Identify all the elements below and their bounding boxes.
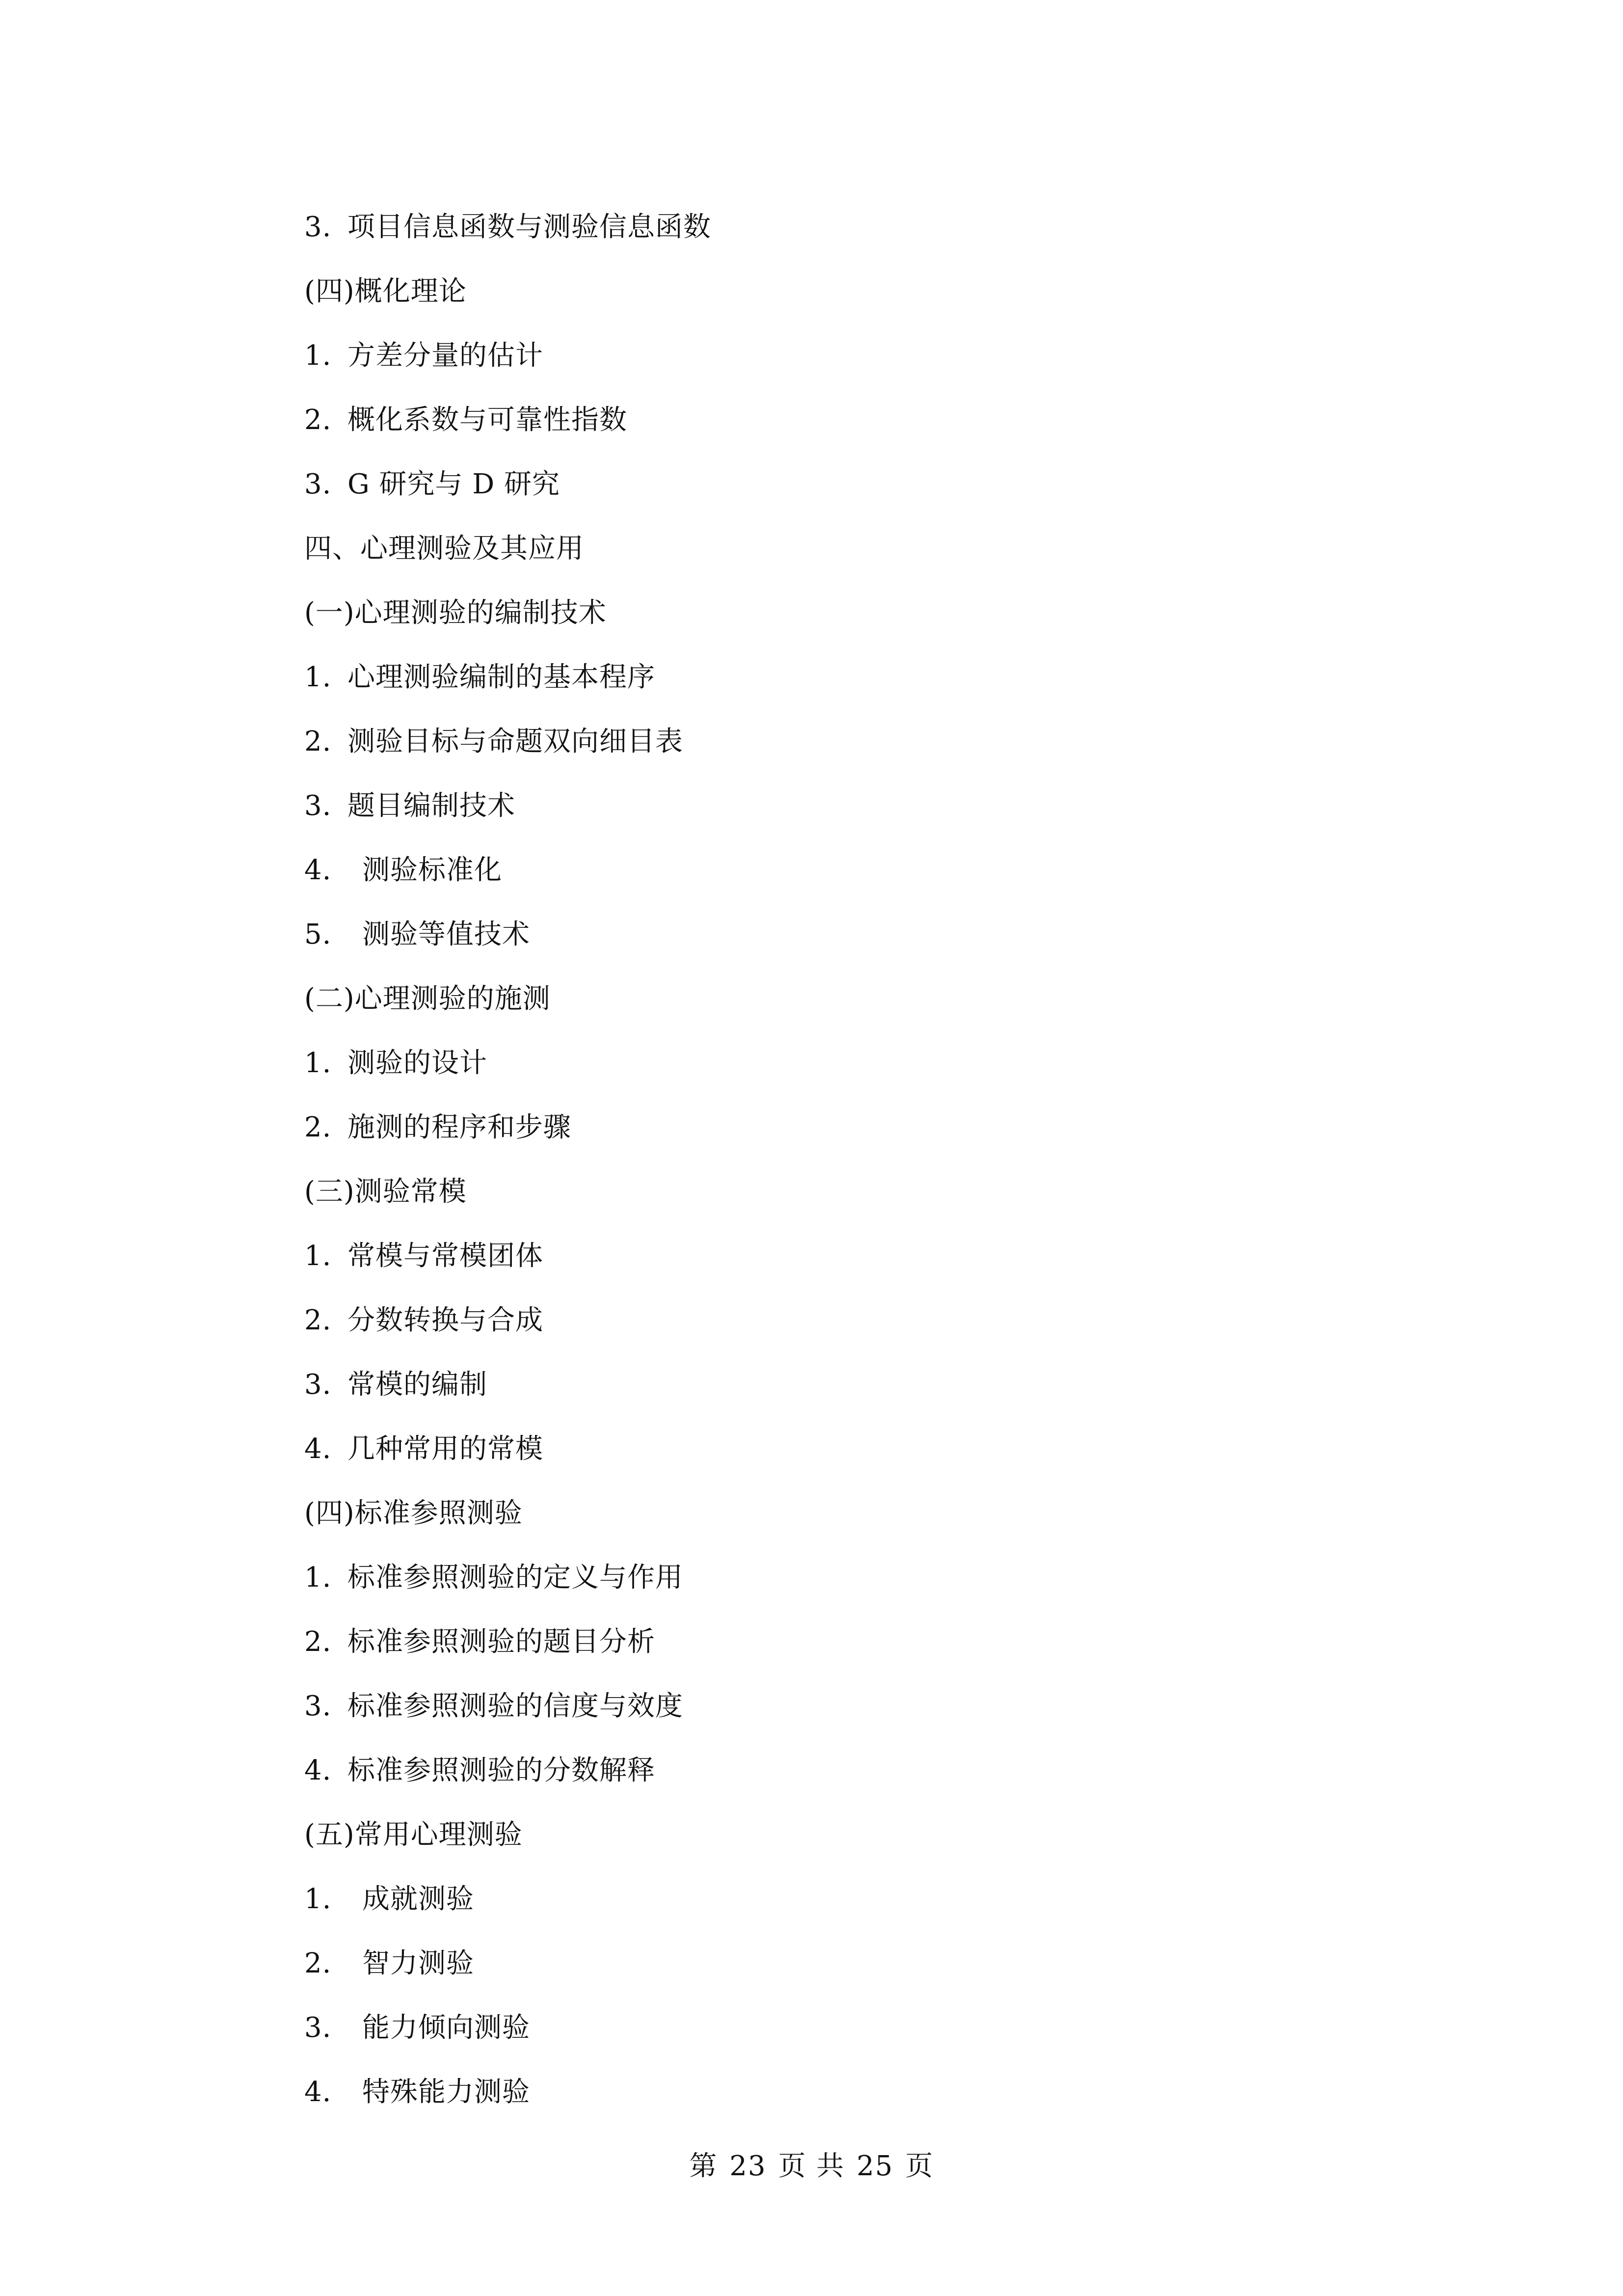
item-number: 5.	[304, 918, 332, 950]
item-text: (五)常用心理测验	[304, 1819, 523, 1851]
outline-item	[304, 1754, 1384, 1818]
outline-item	[304, 725, 1384, 789]
item-number: 1.	[304, 1562, 332, 1594]
item-text: G 研究与 D 研究	[347, 468, 560, 500]
outline-item	[304, 2075, 1384, 2139]
item-text: 标准参照测验的信度与效度	[347, 1690, 683, 1722]
item-number: 1.	[304, 661, 332, 693]
item-text: 施测的程序和步骤	[347, 1111, 571, 1143]
outline-item	[304, 1882, 1384, 1946]
item-number: 3.	[304, 1369, 332, 1401]
item-number: 2.	[304, 1304, 332, 1336]
item-text: 常模与常模团体	[347, 1240, 543, 1272]
item-number: 1.	[304, 340, 332, 372]
item-text: 标准参照测验的分数解释	[347, 1755, 655, 1786]
item-number: 4.	[304, 1755, 332, 1786]
item-number: 1.	[304, 1240, 332, 1272]
item-text: (三)测验常模	[304, 1176, 467, 1208]
item-text: (一)心理测验的编制技术	[304, 597, 607, 629]
outline-item	[304, 1303, 1384, 1368]
total-page-number: 25	[856, 2150, 894, 2182]
item-number: 4.	[304, 854, 332, 886]
item-text: 常模的编制	[347, 1369, 487, 1401]
footer-suffix: 页	[905, 2150, 934, 2182]
item-text: 几种常用的常模	[347, 1433, 543, 1465]
footer-prefix: 第	[689, 2150, 718, 2182]
outline-heading	[304, 982, 1384, 1046]
item-number: 3.	[304, 2012, 332, 2044]
outline-item	[304, 918, 1384, 982]
item-text: 特殊能力测验	[362, 2076, 530, 2108]
outline-item	[304, 467, 1384, 532]
item-text: 测验目标与命题双向细目表	[347, 726, 683, 757]
item-text: 标准参照测验的定义与作用	[347, 1562, 683, 1594]
document-body	[304, 210, 1384, 2139]
item-number: 2.	[304, 1111, 332, 1143]
item-text: 四、心理测验及其应用	[304, 533, 584, 565]
item-number: 2.	[304, 404, 332, 436]
item-text: 测验等值技术	[362, 918, 530, 950]
outline-item	[304, 210, 1384, 274]
item-number: 4.	[304, 2076, 332, 2108]
item-text: 测验的设计	[347, 1047, 487, 1079]
item-number: 4.	[304, 1433, 332, 1465]
item-number: 3.	[304, 1690, 332, 1722]
item-number: 1.	[304, 1047, 332, 1079]
outline-item	[304, 1239, 1384, 1303]
item-number: 2.	[304, 726, 332, 757]
outline-item	[304, 660, 1384, 725]
outline-heading	[304, 274, 1384, 339]
footer-middle: 页 共	[778, 2150, 845, 2182]
item-text: 标准参照测验的题目分析	[347, 1626, 655, 1658]
item-number: 2.	[304, 1947, 332, 1979]
item-text: 测验标准化	[362, 854, 502, 886]
item-number: 1.	[304, 1883, 332, 1915]
outline-item	[304, 1046, 1384, 1110]
outline-heading	[304, 1175, 1384, 1239]
item-number: 2.	[304, 1626, 332, 1658]
outline-item	[304, 403, 1384, 467]
outline-item	[304, 853, 1384, 918]
outline-item	[304, 1946, 1384, 2011]
outline-item	[304, 1625, 1384, 1689]
item-text: 成就测验	[362, 1883, 474, 1915]
item-text: 概化系数与可靠性指数	[347, 404, 627, 436]
outline-heading	[304, 1496, 1384, 1561]
item-text: 题目编制技术	[347, 790, 515, 822]
item-text: (四)标准参照测验	[304, 1497, 523, 1529]
outline-item	[304, 1561, 1384, 1625]
item-text: 能力倾向测验	[362, 2012, 530, 2044]
item-text: 心理测验编制的基本程序	[347, 661, 655, 693]
outline-heading	[304, 596, 1384, 660]
item-number: 3.	[304, 211, 332, 243]
outline-heading	[304, 532, 1384, 596]
item-text: 方差分量的估计	[347, 340, 543, 372]
item-text: 项目信息函数与测验信息函数	[347, 211, 711, 243]
item-text: 智力测验	[362, 1947, 474, 1979]
outline-item	[304, 1368, 1384, 1432]
item-number: 3.	[304, 468, 332, 500]
outline-item	[304, 339, 1384, 403]
outline-item	[304, 1689, 1384, 1754]
item-number: 3.	[304, 790, 332, 822]
outline-item	[304, 2011, 1384, 2075]
outline-item	[304, 1432, 1384, 1496]
page-footer	[0, 2149, 1623, 2184]
outline-item	[304, 789, 1384, 853]
outline-item	[304, 1110, 1384, 1175]
outline-heading	[304, 1818, 1384, 1882]
current-page-number: 23	[729, 2150, 767, 2182]
item-text: (四)概化理论	[304, 275, 467, 307]
item-text: 分数转换与合成	[347, 1304, 543, 1336]
item-text: (二)心理测验的施测	[304, 983, 551, 1015]
